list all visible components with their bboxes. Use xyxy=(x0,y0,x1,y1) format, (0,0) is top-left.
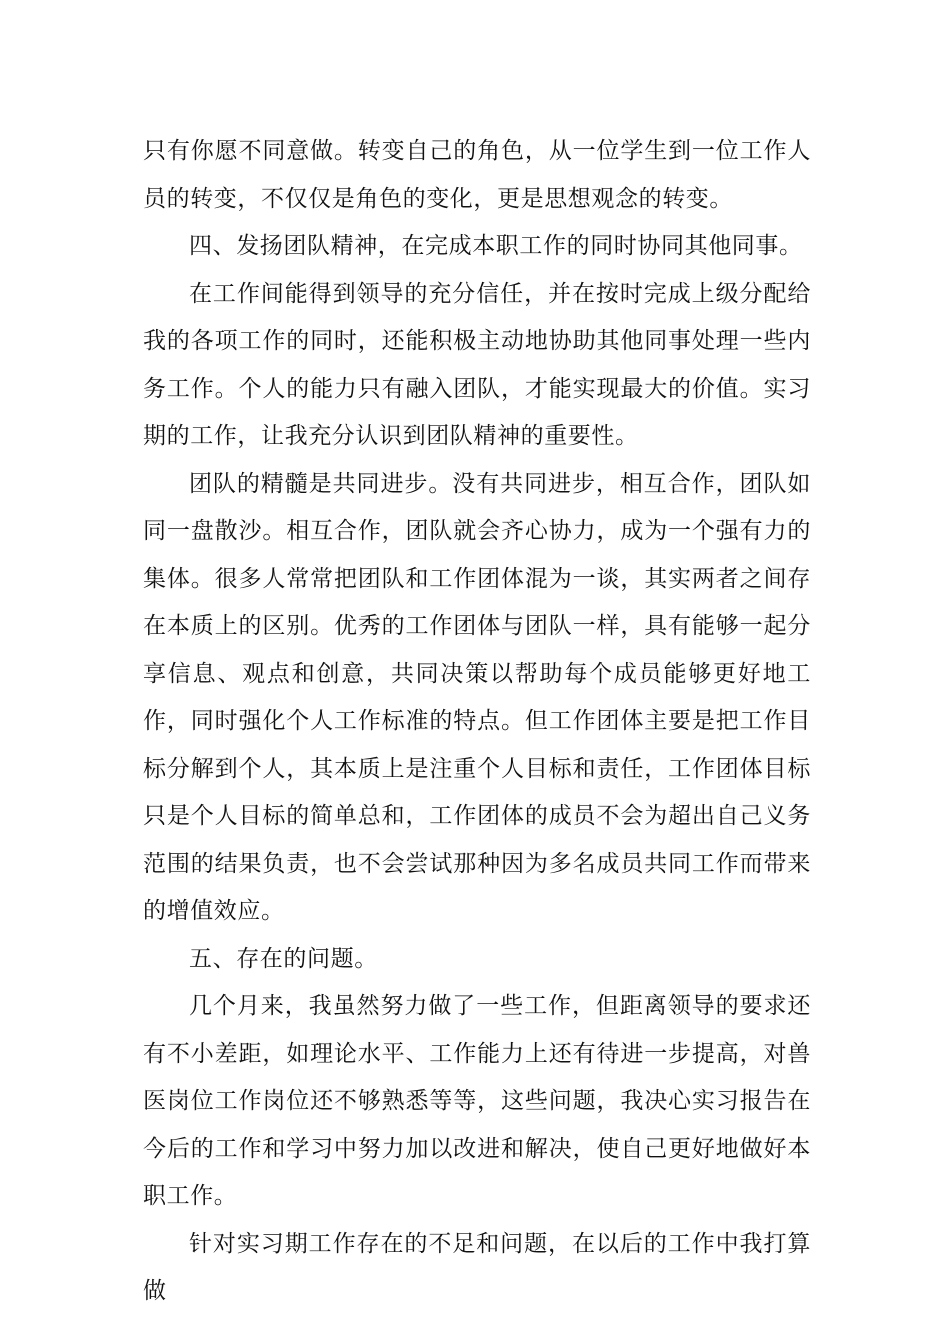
paragraph: 针对实习期工作存在的不足和问题，在以后的工作中我打算做 xyxy=(143,1230,811,1304)
paragraph: 在工作间能得到领导的充分信任，并在按时完成上级分配给我的各项工作的同时，还能积极主动地协助其他同事处理一些内务工作。个人的能力只有融入团队，才能实现最大的价值。实习期的工作，让我充分认识到团队精神的重要性。 xyxy=(143,280,811,449)
paragraph: 团队的精髓是共同进步。没有共同进步，相互合作，团队如同一盘散沙。相互合作，团队就会齐心协力，成为一个强有力的集体。很多人常常把团队和工作团体混为一谈，其实两者之间存在本质上的区别。优秀的工作团体与团队一样，具有能够一起分享信息、观点和创意，共同决策以帮助每个成员能够更好地工作，同时强化个人工作标准的特点。但工作团体主要是把工作目标分解到个人，其本质上是注重个人目标和责任，工作团体目标只是个人目标的简单总和，工作团体的成员不会为超出自己义务范围的结果负责，也不会尝试那种因为多名成员共同工作而带来的增值效应。 xyxy=(143,470,811,924)
document-body xyxy=(143,128,811,1316)
section-heading-five: 五、存在的问题。 xyxy=(189,945,378,972)
paragraph-continued: 只有你愿不同意做。转变自己的角色，从一位学生到一位工作人员的转变，不仅仅是角色的变化，更是思想观念的转变。 xyxy=(143,138,811,212)
paragraph: 几个月来，我虽然努力做了一些工作，但距离领导的要求还有不小差距，如理论水平、工作能力上还有待进一步提高，对兽医岗位工作岗位还不够熟悉等等，这些问题，我决心实习报告在今后的工作和学习中努力加以改进和解决，使自己更好地做好本职工作。 xyxy=(143,993,811,1209)
section-heading-four: 四、发扬团队精神，在完成本职工作的同时协同其他同事。 xyxy=(189,233,803,259)
